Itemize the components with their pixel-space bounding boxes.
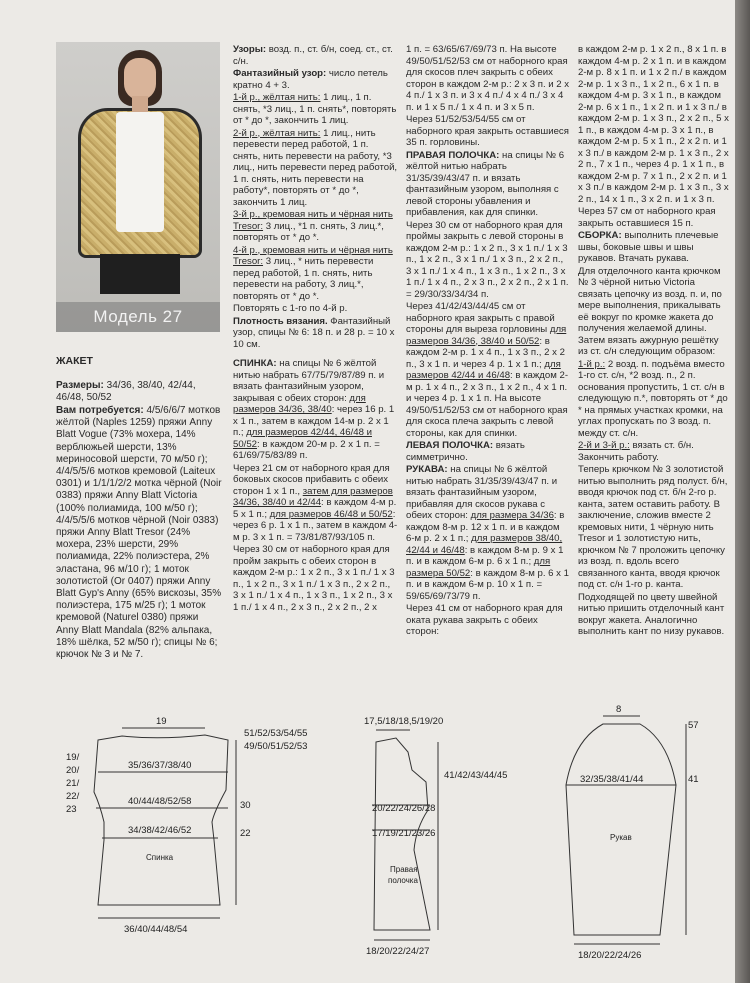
front-right-label: 41/42/43/44/45	[444, 770, 508, 781]
left-front-text: вязать симметрично.	[406, 440, 525, 463]
front-piece-label-1: Правая	[390, 865, 418, 874]
back-sizes-1: для размеров 34/36, 38/40	[233, 392, 366, 415]
patterns-label: Узоры:	[233, 44, 267, 55]
back-text-1: на спицы № 6 жёлтой нитью набрать 67/75/79/87/89 п. и вязать фантазийным узором, закрывая с обеих сторон:	[233, 358, 385, 404]
sleeves-sizes-1: для размера 34/36	[470, 510, 554, 521]
gold-thread-paragraph: Теперь крючком № 3 золотистой нитью выполнить ряд полуст. б/н, вводя крючок под ст. б/н 2-го р. канта, затем оставить работу. В заключение, сложив вместе 2 кремовых нити, 1 чёрную нить Tresor и 1 золотистую нить, крючком № 7 проложить цепочку из возд. п. вдоль всего связанного канта, вводя крючок под ст. с/н 1-го р. канта.	[578, 464, 728, 590]
trim-row-1-label: 1-й р.:	[578, 358, 606, 370]
back-paragraph-3: Через 30 см от наборного края для пройм закрыть с обеих сторон в каждом 2-м р.: 1 х 2 п., 3 х 1 п./ 1 х 3 п., 1 х 2 п., 3 х 1 п./ 1 х 3 п., 2 х 2 п., 3 х 1 п./ 1 х 4 п., 1 х 3 п., 1 х 2 п., 3 х 1 п./ 1 х 4 п., 2 х 3 п., 2 х 2 п., 2 х	[233, 544, 395, 613]
back-side-1: 30	[240, 800, 251, 811]
back-hip-label: 40/44/48/52/58	[128, 796, 192, 807]
fancy-pattern-label: Фантазийный узор:	[233, 68, 327, 79]
sleeves-sizes-3: для размера 50/52	[406, 556, 551, 579]
assembly-label: СБОРКА:	[578, 230, 622, 241]
sleeve-close-paragraph: Через 57 см от наборного края закрыть оставшиеся 15 п.	[578, 206, 716, 229]
neckline-text-2: : в каждом 2-м р. 1 х 4 п., 1 х 3 п., 2 х 2 п., 3 х 1 п. и через 4 р. 1 х 1 п.;	[406, 335, 565, 370]
back-left-3: 21/	[66, 778, 80, 789]
sleeves-text-1: на спицы № 6 жёлтой нитью набрать 31/35/39/43/47 п. и вязать фантазийным узором, прибавляя для скосов рукава с обеих сторон:	[406, 464, 558, 521]
sleeve-height-label: 57	[688, 720, 699, 731]
sizes-label: Размеры:	[56, 379, 104, 391]
back-text-3: : в каждом 20-м р. 2 х 1 п. = 61/69/75/83/89 п.	[233, 438, 380, 461]
sleeve-cap-continued: в каждом 2-м р. 1 х 2 п., 8 х 1 п. в каждом 4-м р. 2 х 1 п. и в каждом 2-м р. 8 х 1 п. и 1 х 2 п./ в каждом 2-м р. 1 х 3 п., 1 х 2 п., 6 х 1 п. в каждом 4-м р. 3 х 1 п., в каждом 2-м р. 6 х 1 п., 1 х 2 п. и 1 х 3 п./ в каждом 2-м р. 1 х 3 п., 2 х 2 п., 5 х 1 п., в каждом 4-м р. 3 х 1 п., в каждом 2-м р. 5 х 1 п., 2 х 2 п. и 1 х 3 п./ в каждом 2-м р. 1 х 3 п., 2 х 2 п., 7 х 1 п., через 4 р. 1 х 1 п., в каждом 2-м р. 7 х 1 п., 2 х 2 п. и 1 х 3 п./ в каждом 2-м р. 1 х 3 п., 3 х 2 п., 14 х 1 п., 3 х 2 п. и 1 х 3 п.	[578, 44, 729, 205]
neck-paragraph: Через 51/52/53/54/55 см от наборного края закрыть оставшиеся 35 п. горловины.	[406, 114, 569, 148]
back-p2-sizes-1: затем для размеров 34/36, 38/40 и 42/44	[233, 485, 393, 508]
back-text-2: : через 16 р. 1 х 1 п., затем в каждом 14-м р. 2 х 1 п.;	[233, 404, 395, 438]
patterns-text: возд. п., ст. б/н, соед. ст., ст. с/н.	[233, 44, 393, 67]
shoulder-paragraph: 1 п. = 63/65/67/69/73 п. На высоте 49/50/51/52/53 см от наборного края для скосов плеч закрыть с обеих сторон в каждом 2-м р.: 2 х 3 п. и 2 х 4 п./ 1 х 3 п. и 3 х 4 п./ 4 х 4 п./ 3 х 4 п. и 1 х 5 п./ 1 х 4 п. и 3 х 5 п.	[406, 44, 570, 113]
row-3-text: 3 лиц., *1 п. снять, 3 лиц.*, повторять от * до *.	[233, 220, 384, 243]
sleeve-outline	[566, 724, 676, 935]
photo-caption: Модель 27	[56, 302, 220, 332]
back-p2-text-1: Через 21 см от наборного края для боковых скосов прибавить с обеих сторон 1 х 1 п.,	[233, 462, 390, 497]
back-top-label: 19	[156, 716, 167, 727]
sleeve-bottom-label: 18/20/22/24/26	[578, 950, 642, 961]
back-left-1: 19/	[66, 752, 80, 763]
page-edge-shadow	[735, 0, 750, 983]
row-2-label: 2-й р., жёлтая нить:	[233, 127, 321, 139]
assembly-text: выполнить плечевые швы, боковые швы и швы рукавов. Втачать рукава.	[578, 230, 719, 264]
right-front-text: на спицы № 6 жёлтой нитью набрать 31/35/39/43/47 п. и вязать фантазийным узором, выполняя с левой стороны убавления и прибавления, как для спинки.	[406, 149, 565, 218]
back-left-4: 22/	[66, 791, 80, 802]
left-front-label: ЛЕВАЯ ПОЛОЧКА:	[406, 440, 494, 451]
sleeves-label: РУКАВА:	[406, 464, 448, 475]
back-shoulder-1: 51/52/53/54/55	[244, 728, 308, 739]
back-p2-sizes-2: для размеров 46/48 и 50/52	[269, 508, 393, 520]
front-top-label: 17,5/18/18,5/19/20	[364, 716, 444, 727]
trim-row-1-text: 2 возд. п. подъёма вместо 1-го ст. с/н, *2 возд. п., 2 п. основания пропустить, 1 ст. с/н в следующую п.*, повторять от * до * на прямых участках кромки, на углах пропускать по 3 возд. п. между ст. с/н.	[578, 358, 728, 439]
sleeves-text-3: : в каждом 8-м р. 9 х 1 п. и в каждом 6-м р. 6 х 1 п.;	[406, 544, 564, 567]
row-2-text: 1 лиц., нить перевести перед работой, 1 п. снять, нить перевести на работу, *3 лиц., нить перевести перед работой, 1 п. снять, нить перевести на работу*, повторять от * до *, закончить 1 лиц.	[233, 127, 398, 208]
materials-label: Вам потребуется:	[56, 404, 144, 416]
sleeves-sizes-2: для размеров 38/40, 42/44 и 46/48	[406, 533, 563, 556]
finish-paragraph: Подходящей по цвету швейной нитью пришить отделочный кант вокруг жакета. Аналогично выполнить кант по низу рукавов.	[578, 591, 725, 637]
materials-text: 4/5/6/6/7 мотков жёлтой (Naples 1259) пряжи Anny Blatt Vogue (73% мохера, 14% верблюжьей шерсти, 13% мериносовой шерсти, 70 м/50 г); 4/4/5/5/6 мотков кремовой (Laiteux 0301) и 1/1/1/2/2 мотка чёрной (Noir 0383) пряжи Anny Blatt Victoria (100% полиамида, 100 м/50 г); 4/4/5/5/6 мотков чёрной (Noir 0383) пряжи Anny Blatt Tresor (24% мохера, 23% шерсти, 29% полиамида, 22% полиэстера, 2% эластана, 96 м/10 г); 1 моток золотистой (Or 0407) пряжи Anny Blatt Gyp's Anny (65% вискозы, 35% полиэстера, 175 м/25 г); 1 моток кремовой (Naturel 0380) пряжи Anny Blatt Mandala (82% альпака, 18% шёлка, 52 м/50 г); спицы № 6; крючок № 3 и № 7.	[56, 404, 222, 660]
trim-paragraph: Для отделочного канта крючком № 3 чёрной нитью Victoria связать цепочку из возд. п. и, по мере выполнения, прикалывать её вокруг по кромке жакета до получения желаемой длины. Затем вязать ажурную решётку из ст. с/н следующим образом:	[578, 265, 722, 357]
back-bottom-label: 36/40/44/48/54	[124, 924, 188, 935]
sleeves-text-2: : в каждом 8-м р. 12 х 1 п. и в каждом 6-м р. 2 х 1 п.;	[406, 510, 565, 544]
back-waist-label: 34/38/42/46/52	[128, 825, 192, 836]
fancy-pattern-text: число петель кратно 4 + 3.	[233, 68, 388, 91]
front-mid-1: 20/22/24/26/28	[372, 803, 436, 814]
trim-row-2-text: вязать ст. б/н. Закончить работу.	[578, 440, 694, 463]
sleeve-cap-paragraph: Через 41 см от наборного края для оката рукава закрыть с обеих сторон:	[406, 603, 563, 637]
armhole-paragraph: Через 30 см от наборного края для проймы закрыть с левой стороны в каждом 2-м р.: 1 х 2 п., 3 х 1 п./ 1 х 3 п., 1 х 2 п., 3 х 1 п./ 1 х 3 п., 2 х 2 п., 3 х 1 п./ 1 х 4 п., 1 х 3 п., 1 х 2 п., 3 х 1 п./ 1 х 4 п., 2 х 3 п., 2 х 2 п., 2 х 1 п. = 29/30/33/34/34 п.	[406, 219, 569, 300]
back-left-2: 20/	[66, 765, 80, 776]
front-piece-label-2: полочка	[388, 876, 418, 885]
article-title: ЖАКЕТ	[56, 355, 93, 367]
sizes-text: 34/36, 38/40, 42/44, 46/48, 50/52	[56, 379, 196, 403]
trim-row-2-label: 2-й и 3-й р.:	[578, 440, 630, 451]
back-side-2: 22	[240, 828, 251, 839]
front-bottom-label: 18/20/22/24/27	[366, 946, 430, 957]
back-p2-text-2: : в каждом 4-м р. 5 х 1 п.;	[233, 497, 397, 520]
density-label: Плотность вязания.	[233, 315, 328, 327]
back-piece-label: Спинка	[146, 853, 174, 862]
back-sizes-2: для размеров 42/44, 46/48 и 50/52	[233, 427, 372, 450]
back-shoulder-2: 49/50/51/52/53	[244, 741, 308, 752]
sleeves-text-4: : в каждом 8-м р. 6 х 1 п. и в каждом 6-м р. 10 х 1 п. = 59/65/69/73/79 п.	[406, 567, 569, 602]
row-1-text: 1 лиц., 1 п. снять, *3 лиц., 1 п. снять*, повторять от * до *, закончить 1 лиц.	[233, 92, 397, 126]
row-4-text: 3 лиц., * нить перевести перед работой, 1 п. снять, нить перевести на работу, 3 лиц.*, повторять от * до *.	[233, 256, 374, 302]
back-chest-label: 35/36/37/38/40	[128, 760, 192, 771]
neckline-sizes-2: для размеров 42/44 и 46/48	[406, 358, 561, 381]
sleeve-piece-label: Рукав	[610, 833, 632, 842]
row-3-label: 3-й р., кремовая нить и чёрная нить Tresor:	[233, 209, 393, 232]
sleeve-side-label: 41	[688, 774, 699, 785]
row-1-label: 1-й р., жёлтая нить:	[233, 92, 321, 103]
back-left-5: 23	[66, 804, 77, 815]
neckline-sizes-1: для размеров 34/36, 38/40 и 50/52	[406, 324, 567, 347]
back-p2-text-3: : через 6 р. 1 х 1 п., затем в каждом 4-м р. 3 х 1 п. = 73/81/87/93/105 п.	[233, 508, 398, 543]
neckline-text-1: Через 41/42/43/44/45 см от наборного края закрыть с правой стороны для выреза горловины	[406, 301, 555, 335]
density-text: Фантазийный узор, спицы № 6: 18 п. и 28 р. = 10 х 10 см.	[233, 315, 395, 350]
repeat-paragraph: Повторять с 1-го по 4-й р.	[233, 303, 348, 314]
front-mid-2: 17/19/21/23/26	[372, 828, 436, 839]
right-front-label: ПРАВАЯ ПОЛОЧКА:	[406, 149, 500, 161]
row-4-label: 4-й р., кремовая нить и чёрная нить Tresor:	[233, 244, 393, 267]
sleeve-width-label: 32/35/38/41/44	[580, 774, 644, 785]
sleeve-top-label: 8	[616, 704, 622, 715]
neckline-text-3: : в каждом 2-м р. 1 х 4 п., 2 х 3 п., 1 х 2 п., 4 х 1 п. и через 4 р. 1 х 1 п. На высоте 49/50/51/52/53 см от наборного края для скоса плеча закрыть с левой стороны, как для спинки.	[406, 370, 569, 439]
back-label: СПИНКА:	[233, 358, 277, 369]
